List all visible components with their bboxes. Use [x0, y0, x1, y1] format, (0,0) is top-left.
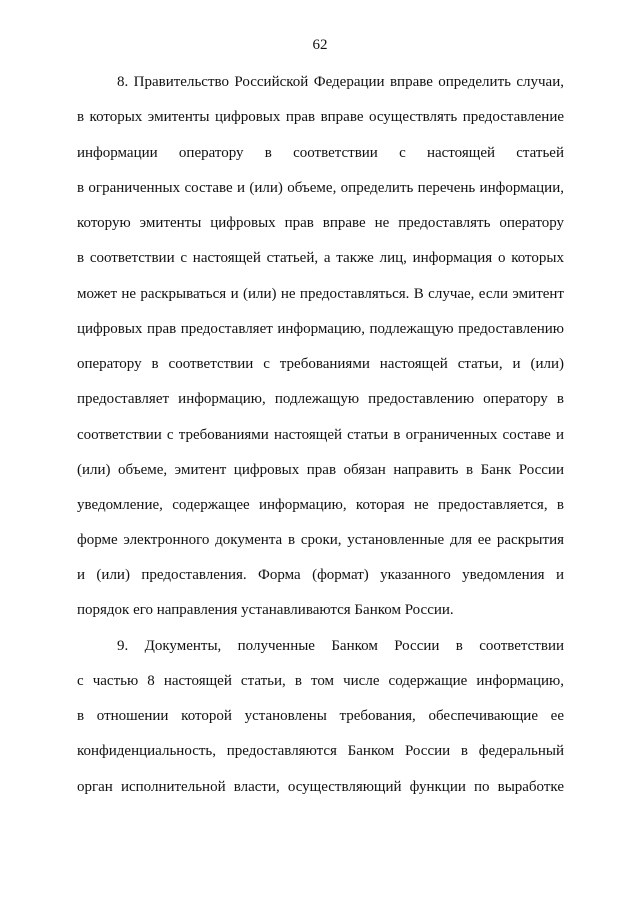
paragraph-9-line-5: орган исполнительной власти, осуществляющий функции по выработке: [77, 779, 564, 795]
paragraph-8-line-15: и (или) предоставления. Форма (формат) указанного уведомления и: [77, 567, 564, 583]
paragraph-9-line-2: с частью 8 настоящей статьи, в том числе содержащие информацию,: [77, 673, 564, 689]
paragraph-9-line-3: в отношении которой установлены требования, обеспечивающие ее: [77, 708, 564, 724]
paragraph-8-line-10: предоставляет информацию, подлежащую предоставлению оператору в: [77, 391, 564, 407]
paragraph-8-line-3: информации оператору в соответствии с настоящей статьей: [77, 145, 564, 161]
paragraph-8-line-16: порядок его направления устанавливаются Банком России.: [77, 602, 454, 618]
paragraph-8-line-1: 8. Правительство Российской Федерации вправе определить случаи,: [117, 74, 564, 90]
paragraph-8-line-2: в которых эмитенты цифровых прав вправе осуществлять предоставление: [77, 109, 564, 125]
paragraph-8-line-12: (или) объеме, эмитент цифровых прав обязан направить в Банк России: [77, 462, 564, 478]
paragraph-8-line-9: оператору в соответствии с требованиями настоящей статьи, и (или): [77, 356, 564, 372]
paragraph-8-line-5: которую эмитенты цифровых прав вправе не предоставлять оператору: [77, 215, 564, 231]
paragraph-9-line-4: конфиденциальность, предоставляются Банком России в федеральный: [77, 743, 564, 759]
paragraph-8-line-11: соответствии с требованиями настоящей статьи в ограниченных составе и: [77, 427, 564, 443]
paragraph-8-line-8: цифровых прав предоставляет информацию, подлежащую предоставлению: [77, 321, 564, 337]
page-number: 62: [312, 37, 328, 53]
paragraph-8-line-14: форме электронного документа в сроки, установленные для ее раскрытия: [77, 532, 564, 548]
paragraph-8-line-7: может не раскрываться и (или) не предоставляться. В случае, если эмитент: [77, 286, 564, 302]
paragraph-8-line-6: в соответствии с настоящей статьей, а также лиц, информация о которых: [77, 250, 564, 266]
paragraph-8-line-4: в ограниченных составе и (или) объеме, определить перечень информации,: [77, 180, 564, 196]
paragraph-9-line-1: 9. Документы, полученные Банком России в соответствии: [117, 638, 564, 654]
paragraph-8-line-13: уведомление, содержащее информацию, которая не предоставляется, в: [77, 497, 564, 513]
